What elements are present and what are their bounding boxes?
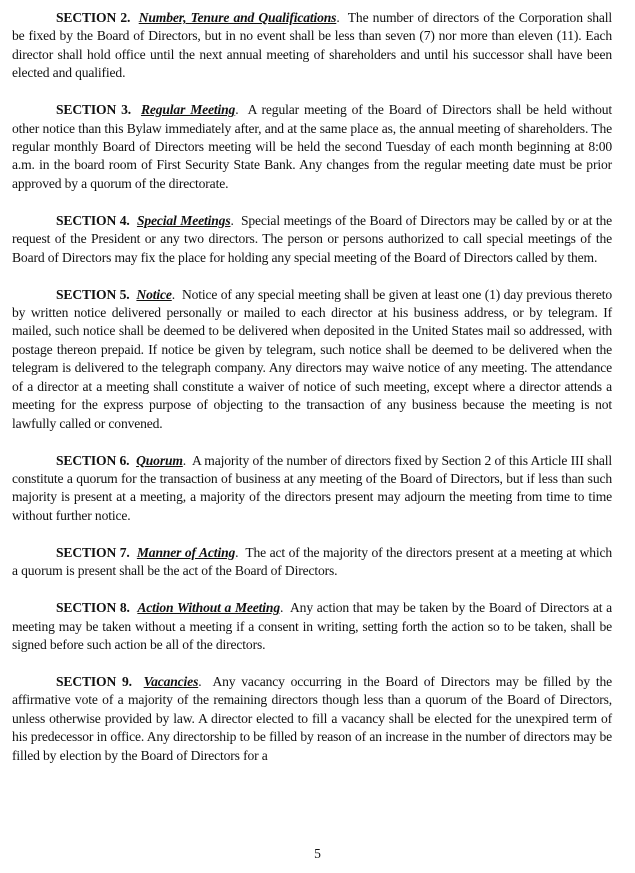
document-page [12,9,612,784]
section-8 [12,599,612,654]
section-paragraph: SECTION 6. Quorum. A majority of the number of directors fixed by Section 2 of this Article III shall constitute a quorum for the transaction of business at any meeting of the Board of Directors, but if less than such majority is present at a meeting, a majority of the directors present may adjourn the meeting from time to time without further notice. [12,452,612,523]
section-paragraph: SECTION 4. Special Meetings. Special meetings of the Board of Directors may be called by or at the request of the President or any two directors. The person or persons authorized to call special meetings of the Board of Directors may fix the place for holding any special meeting of the Board of Directors called by them. [12,212,612,265]
section-number: SECTION 5. [56,286,130,302]
section-4 [12,212,612,267]
section-body: Any vacancy occurring in the Board of Directors may be filled by the affirmative vote of a majority of the remaining directors though less than a quorum of the Board of Directors, unless otherwise provided by law. A director elected to fill a vacancy shall be elected for the unexpired term of his predecessor in office. Any directorship to be filled by reason of an increase in the number of directors may be filled by election by the Board of Directors for a [12,673,612,763]
section-paragraph: SECTION 2. Number, Tenure and Qualifications. The number of directors of the Corporation shall be fixed by the Board of Directors, but in no event shall be less than seven (7) nor more than eleven (11). Each director shall hold office until the next annual meeting of shareholders and until his successor shall have been elected and qualified. [12,10,612,81]
section-body: A majority of the number of directors fixed by Section 2 of this Article III shall constitute a quorum for the transaction of business at any meeting of the Board of Directors, but if less than such majority is present at a meeting, a majority of the directors present may adjourn the meeting from time to time without further notice. [12,452,612,523]
section-5 [12,286,612,433]
section-number: SECTION 8. [56,600,130,616]
section-paragraph: SECTION 5. Notice. Notice of any special meeting shall be given at least one (1) day previous thereto by written notice delivered personally or mailed to each director at his business address, or by telegram. If mailed, such notice shall be deemed to be delivered when deposited in the United States mail so addressed, with postage thereon prepaid. If notice be given by telegram, such notice shall be deemed to be delivered when the telegram is delivered to the telegraph company. Any directors may waive notice of any meeting. The attendance of a director at a meeting shall constitute a waiver of notice of such meeting, except where a director attends a meeting for the express purpose of objecting to the transaction of any business because the meeting is not lawfully called or convened. [12,286,612,431]
section-body: The act of the majority of the directors present at a meeting at which a quorum is present shall be the act of the Board of Directors. [12,544,612,579]
section-body: A regular meeting of the Board of Directors shall be held without other notice than this Bylaw immediately after, and at the same place as, the annual meeting of shareholders. The regular monthly Board of Directors meeting will be held the second Tuesday of each month beginning at 8:00 a.m. in the board room of First Security State Bank. Any changes from the regular meeting date must be prior approved by a quorum of the directorate. [12,102,613,191]
section-paragraph: SECTION 3. Regular Meeting. A regular meeting of the Board of Directors shall be held without other notice than this Bylaw immediately after, and at the same place as, the annual meeting of shareholders. The regular monthly Board of Directors meeting will be held the second Tuesday of each month beginning at 8:00 a.m. in the board room of First Security State Bank. Any changes from the regular meeting date must be prior approved by a quorum of the directorate. [12,102,613,191]
section-title: Quorum [136,452,183,468]
section-number: SECTION 6. [56,452,130,468]
section-paragraph: SECTION 7. Manner of Acting. The act of the majority of the directors present at a meeting at which a quorum is present shall be the act of the Board of Directors. [12,544,612,579]
section-7 [12,544,612,581]
section-number: SECTION 2. [56,10,131,25]
section-title: Manner of Acting [136,544,236,560]
section-title: Regular Meeting [140,102,236,118]
page-number: 5 [314,846,321,861]
section-2 [12,9,612,83]
section-body: Special meetings of the Board of Directors may be called by or at the request of the President or any two directors. The person or persons authorized to call special meetings of the Board of Directors may fix the place for holding any special meeting of the Board of Directors called by them. [12,212,612,265]
section-number: SECTION 3. [56,102,132,118]
section-body: The number of directors of the Corporation shall be fixed by the Board of Directors, but in no event shall be less than seven (7) nor more than eleven (11). Each director shall hold office until the next annual meeting of shareholders and until his successor shall have been elected and qualified. [12,10,612,81]
section-number: SECTION 9. [56,673,132,689]
section-body: Any action that may be taken by the Board of Directors at a meeting may be taken without a meeting if a consent in writing, setting forth the action so to be taken, shall be signed before such action be all of the directors. [12,600,612,652]
section-title: Special Meetings [136,212,231,228]
section-number: SECTION 7. [56,544,130,560]
section-title: Vacancies [143,673,199,689]
section-3 [12,101,612,193]
section-number: SECTION 4. [56,212,130,228]
section-6 [12,452,612,526]
section-paragraph: SECTION 9. Vacancies. Any vacancy occurring in the Board of Directors may be filled by the affirmative vote of a majority of the remaining directors though less than a quorum of the Board of Directors, unless otherwise provided by law. A director elected to fill a vacancy shall be elected for the unexpired term of his predecessor in office. Any directorship to be filled by reason of an increase in the number of directors may be filled by election by the Board of Directors for a [12,673,612,763]
section-9 [12,673,612,765]
section-title: Number, Tenure and Qualifications [138,10,337,25]
section-title: Action Without a Meeting [137,600,280,616]
section-paragraph: SECTION 8. Action Without a Meeting. Any action that may be taken by the Board of Directors at a meeting may be taken without a meeting if a consent in writing, setting forth the action so to be taken, shall be signed before such action be all of the directors. [12,600,612,652]
section-body: Notice of any special meeting shall be given at least one (1) day previous thereto by written notice delivered personally or mailed to each director at his business address, or by telegram. If mailed, such notice shall be deemed to be delivered when deposited in the United States mail so addressed, with postage thereon prepaid. If notice be given by telegram, such notice shall be deemed to be delivered when the telegram is delivered to the telegraph company. Any directors may waive notice of any meeting. The attendance of a director at a meeting shall constitute a waiver of notice of such meeting, except where a director attends a meeting for the express purpose of objecting to the transaction of any business because the meeting is not lawfully called or convened. [12,286,612,431]
section-title: Notice [136,286,172,302]
